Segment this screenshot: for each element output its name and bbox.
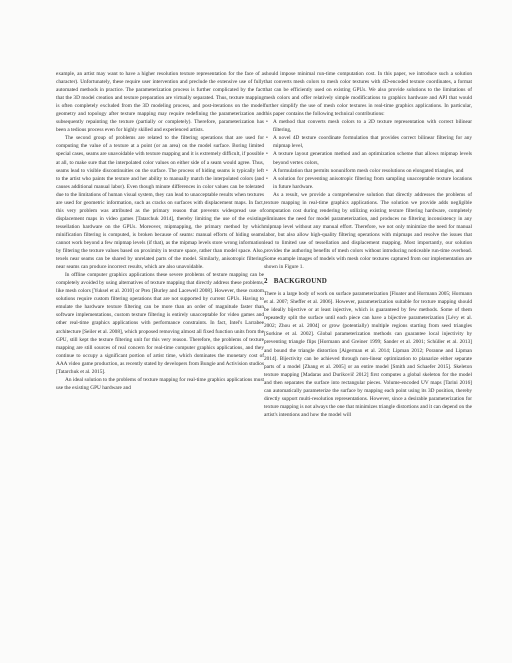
list-item: • A solution for preventing anisotropic filtering from sampling unacceptable texture locations in future hardware. bbox=[273, 175, 472, 191]
paragraph: As a result, we provide a comprehensive solution that directly addresses the problems of texture mapping in real-time graphics applications. The solution we provide adds negligible computation cost during rendering by utilizing existing texture filtering hardware, completely eliminates the need for model parameterization, and produces no filtering inconsistency in any mipmap level without any manual effort. Therefore, we not only minimize the need for manual labor, but also allow high-quality filtering operations with mipmaps and resolve the issues that lead to limited use of tessellation and displacement mapping. Most importantly, our solution provides the authoring benefits of mesh colors without introducing noticeable run-time overhead. Some example images of models with mesh color textures captured from our implementation are shown in Figure 1. bbox=[264, 191, 472, 271]
list-item: • A texture layout generation method and an optimization scheme that allows mipmap levels beyond vertex colors, bbox=[273, 150, 472, 166]
paragraph: should impose minimal run-time computation cost. In this paper, we introduce such a solution that converts mesh colors to mesh color textures with 4D-encoded texture coordinates, a format that can be efficiently used on existing GPUs. We also provide solutions to the limitations of mesh colors and offer relatively simple modifications to graphics hardware and API that would further simplify the use of mesh color textures in real-time graphics applications. In particular, this paper contains the following technical contributions: bbox=[264, 71, 472, 118]
list-item: • A formulation that permits nonuniform mesh color resolutions on elongated triangles, and bbox=[273, 167, 472, 175]
contributions-list bbox=[264, 118, 472, 190]
section-title: BACKGROUND bbox=[273, 277, 328, 286]
list-item: • A novel 4D texture coordinate formulation that provides correct bilinear filtering for any mipmap level, bbox=[273, 134, 472, 150]
paragraph: An ideal solution to the problems of texture mapping for real-time graphics applications must use the existing GPU hardware and bbox=[56, 376, 264, 391]
list-item: • A method that converts mesh colors to a 2D texture representation with correct bilinear filtering, bbox=[273, 118, 472, 134]
right-column bbox=[264, 70, 472, 419]
section-number: 2 bbox=[264, 277, 268, 286]
section-heading bbox=[264, 277, 472, 286]
paragraph: In offline computer graphics applications these severe problems of texture mapping can be completely avoided by using alternatives of texture mapping that directly address these problems, like mesh colors [Yuksel et al. 2010] or Ptex [Burley and Lacewell 2008]. However, these custom solutions require custom filtering operations that are not supported by current GPUs. Having to emulate the hardware texture filtering can be more than an order of magnitude faster than software implementations, custom texture filtering is entirely unacceptable for video games and other real-time graphics applications with performance constraints. In fact, Intel's Larrabee architecture [Seiler et al. 2008], which proposed removing almost all fixed function units from the GPU, still kept the texture filtering unit for this very reason. Therefore, the problems of texture mapping are still sources of real concern for real-time computer graphics applications, and they continue to occupy a significant portion of artist time, which dominates the monetary cost of AAA video game production, as recently stated by developers from Bungie and Activision studios [Tatarchuk et al. 2015]. bbox=[56, 272, 265, 375]
paragraph: example, an artist may want to have a higher resolution texture representation for the face of a character). Unfortunately, these require user intervention and preclude the extensive use of fully automated methods in practice. The parameterization process is further complicated by the fact that the 3D model creation and texture preparation are virtually separated. Thus, texture mapping is often completely excluded from the 3D modeling process, and post-iterations on the model geometry and topology after texture mapping may require redefining the parameterization and subsequently repainting the texture (partially or completely). Therefore, parameterization has been a tedious process even for highly skilled and experienced artists. bbox=[56, 71, 264, 134]
left-column bbox=[56, 70, 264, 392]
paragraph: The second group of problems are related to the filtering operations that are used for computing the value of a texture at a point (or an area) on the model surface. Boring limited special cases, seams are unavoidable with texture mapping and it is extremely difficult, if possible at all, to make sure that the interpolated color values on either side of a seam would agree. Thus, seams lead to visible discontinuities on the surface. The process of hiding seams is typically left to the artist who paints the texture and her ability to manually match the interpolated colors (and causes additional manual labor). Even though minute differences in color values can be tolerated due to the limitations of human visual system, they can lead to unacceptable results when textures are used for geometric information, such as cracks on surfaces with displacement maps. In fact, this very problem was attributed as the primary reason that prevents widespread use of displacement maps in video games [Tatarchuk 2014], thereby limiting the use of the existing tessellation hardware on the GPUs. Moreover, mipmapping, the primary method by which minification filtering is computed, is broken because of seams: manual efforts of hiding seams cannot work beyond a few mipmap levels (if that), as the mipmap levels store wrong information by filtering the texture values based on proximity in texture space, rather than model space. Also, texels near seams can be shared by unrelated parts of the model. Similarly, anisotropic filtering near seams can produce incorrect results, which are also unavoidable. bbox=[56, 135, 264, 271]
paragraph: There is a large body of work on surface parameterization [Floater and Hormann 2005; Hormann et al. 2007; Sheffer et al. 2006]. However, parameterization suitable for texture mapping should be ideally bijective or at least injective, which is guaranteed by few methods. Some of them repeatedly split the surface until each piece can have a bijective parameterization [Lévy et al. 2002; Zhou et al. 2004] or grow (potentially) multiple regions starting from seed triangles [Sorkine et al. 2002]. Global parameterization methods can guarantee local injectivity by preventing triangle flips [Hormann and Greiner 1999; Sander et al. 2001; Schüller et al. 2013] and bound the triangle distortion [Aigerman et al. 2014; Lipman 2012; Poranne and Lipman 2014]. Bijectivity can be achieved through non-linear optimization to planarize either separate parts of a model [Zhang et al. 2005] or an entire model [Smith and Schaefer 2015]. Skeleton texture mapping [Madaras and Durikovič 2012] first computes a global skeleton for the model and then separates the surface into rectangular pieces. Volume-encoded UV maps [Tarini 2016] can automatically parameterize the surface by mapping each point using its 3D position, thereby directly support multi-resolution representations. However, since a desirable parameterization for texture mapping is not always the one that minimizes triangle distortions and it can depend on the artist's intentions and how the model will bbox=[264, 291, 472, 418]
